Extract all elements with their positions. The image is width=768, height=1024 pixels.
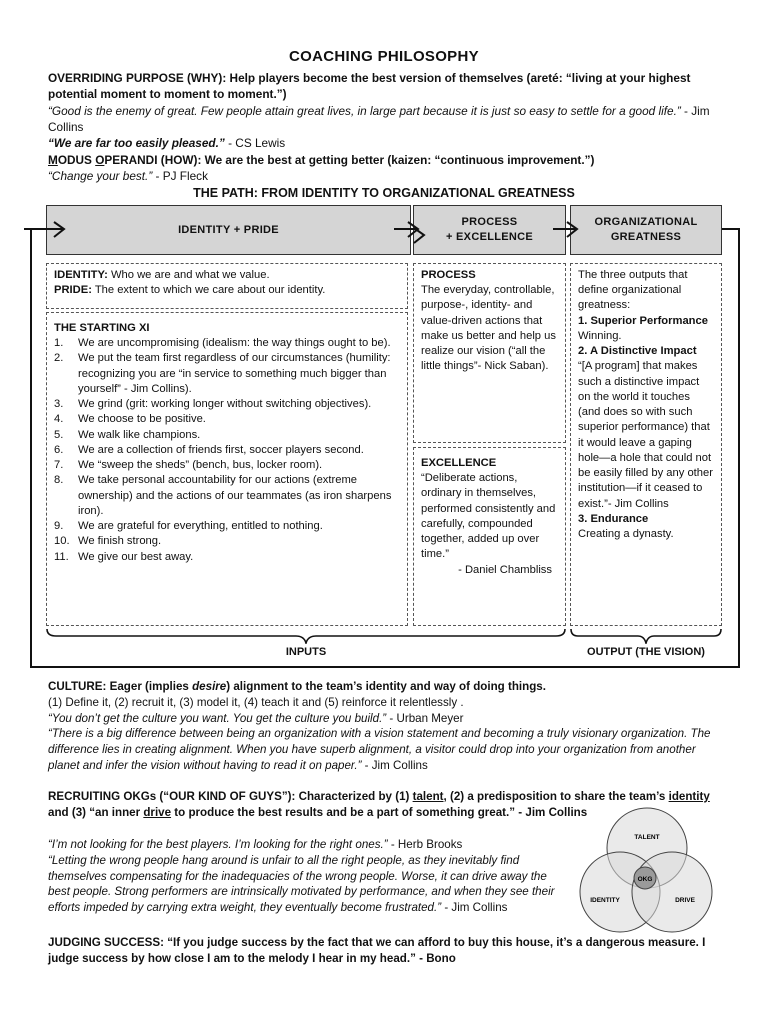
recruiting-text-b: , (2) a predisposition to share the team’s [443,790,669,803]
outputs-box [570,263,722,626]
starting-xi-item [54,519,400,534]
culture-steps: (1) Define it, (2) recruit it, (3) model it, (4) teach it and (5) reinforce it relentlessly . [48,695,464,709]
excellence-author: - Daniel Chambliss [458,563,552,576]
modus-label-o: O [95,153,105,167]
starting-xi-text: We are uncompromising (idealism: the way things ought to be). [78,337,391,350]
starting-xi-text: We give our best away. [78,550,194,563]
quote-text: “Change your best.” [48,169,153,184]
starting-xi-number: 7. [54,459,64,472]
output-label: OUTPUT (THE VISION) [587,646,705,658]
identity-label: IDENTITY: [54,269,108,281]
starting-xi-number: 2. [54,352,64,365]
modus-label-rest: PERANDI (HOW): [104,153,202,167]
frame-line-bottom [30,666,740,668]
judging-statement [48,935,720,967]
quote-author: - Jim Collins [48,103,710,134]
output-1-label: 1. Superior Performance [578,314,708,327]
starting-xi-number: 6. [54,443,64,456]
outputs-intro: The three outputs that define organizational greatness: [578,269,688,312]
starting-xi-text: We grind (grit: working longer without switching objectives). [78,398,372,411]
quote-author: - Herb Brooks [387,838,463,851]
inputs-brace [46,628,566,644]
venn-label-talent: TALENT [634,834,660,841]
starting-xi-item [54,351,400,397]
header-organizational-greatness [570,205,722,255]
starting-xi-number: 3. [54,398,64,411]
purpose-quote-1 [48,103,720,136]
recruiting-quote-1 [48,837,558,853]
header-process-excellence [413,205,566,255]
arrow-right-icon [24,220,68,240]
starting-xi-item [54,443,400,458]
starting-xi-number: 1. [54,337,64,350]
starting-xi-text: We are grateful for everything, entitled to nothing. [78,520,323,533]
okg-venn-diagram [575,806,715,936]
purpose-section [48,70,720,151]
purpose-label: OVERRIDING PURPOSE (WHY): [48,71,227,85]
starting-xi-box [46,312,408,626]
starting-xi-text: We “sweep the sheds” (bench, bus, locker room). [78,459,323,472]
recruiting-text-c: and (3) “an inner [48,805,144,819]
process-heading: PROCESS [421,269,476,281]
starting-xi-number: 9. [54,520,64,533]
header-identity-pride [46,205,411,255]
venn-label-drive: DRIVE [675,897,695,904]
purpose-statement [48,70,720,103]
identity-text: Who we are and what we value. [107,269,270,281]
process-text: The everyday, controllable, purpose-, identity- and value-driven actions that make us better and help us realize our vision (“all the little things”- Nick Saban). [421,284,556,373]
output-1-text: Winning. [578,329,622,342]
purpose-quote-2 [48,135,720,151]
starting-xi-text: We walk like champions. [78,428,201,441]
starting-xi-list [54,336,400,565]
starting-xi-item [54,534,400,549]
modus-label-odus: ODUS [57,153,96,167]
starting-xi-number: 5. [54,428,64,441]
starting-xi-item [54,458,400,473]
pride-label: PRIDE: [54,284,92,297]
recruiting-identity: identity [668,790,710,803]
judging-section [48,935,720,967]
frame-line-left [30,228,32,668]
culture-text-desire: desire [192,680,227,693]
starting-xi-heading: THE STARTING XI [54,322,150,334]
output-3-text: Creating a dynasty. [578,527,674,540]
venn-circle-drive [632,852,712,932]
excellence-box [413,447,566,626]
modus-quote [48,168,720,184]
starting-xi-text: We take personal accountability for our actions (extreme ownership) and the actions of our teammates (as iron sharpens iron). [78,474,392,517]
starting-xi-item [54,336,400,351]
culture-quote-1 [48,711,720,727]
recruiting-quote-2 [48,853,558,916]
pride-text: The extent to which we care about our identity. [91,284,326,297]
starting-xi-number: 10. [54,535,70,548]
starting-xi-item [54,428,400,443]
recruiting-drive: drive [143,805,172,819]
modus-statement [48,152,720,168]
recruiting-quotes [48,837,558,916]
pride-definition [54,283,400,298]
identity-definition [54,268,400,283]
judging-label: JUDGING SUCCESS: [48,936,164,949]
recruiting-text-d: to produce the best results and be a part of something great.” [171,805,516,819]
starting-xi-number: 4. [54,413,64,426]
quote-text: “There is a big difference between being an organization with a vision statement and becoming a truly visionary organization. The difference lies in creating alignment. When you have superb alignment, a visitor could drop into your organization from another planet and infer the vision without having to read it on paper.” [48,727,711,772]
starting-xi-item [54,397,400,412]
excellence-quote: “Deliberate actions, ordinary in themselves, performed consistently and carefully, compounded together, added up over time.” [421,472,556,561]
frame-line-top-right [722,228,740,230]
culture-label: CULTURE: [48,680,107,693]
process-box [413,263,566,443]
modus-label-m: M [48,153,58,167]
output-3-label: 3. Endurance [578,512,649,525]
starting-xi-text: We finish strong. [78,535,162,548]
venn-label-center: OKG [637,876,653,883]
quote-author: - Jim Collins [361,758,428,772]
header-label-line2: GREATNESS [610,231,682,243]
recruiting-label: RECRUITING OKGs (“OUR KIND OF GUYS”): [48,790,296,803]
inputs-label: INPUTS [285,646,327,658]
quote-author: - PJ Fleck [152,169,208,184]
identity-pride-box [46,263,408,309]
recruiting-author: - Jim Collins [515,805,588,819]
starting-xi-text: We are a collection of friends first, soccer players second. [78,443,364,456]
quote-text: “Letting the wrong people hang around is unfair to all the right people, as they inevitably find themselves compensating for the inadequacies of the wrong people. Worse, it can drive away the best people. Strong performers are intrinsically motivated by performance, and when they see their efforts impeded by carrying extra weight, they eventually become frustrated.” [48,853,555,915]
recruiting-talent: talent [412,790,444,803]
starting-xi-item [54,412,400,427]
frame-line-right [738,228,740,668]
quote-author: - CS Lewis [224,136,286,151]
quote-text: “Good is the enemy of great. Few people attain great lives, in large part because it is just so easy to settle for a good life.” [48,103,681,118]
culture-section [48,679,720,774]
header-label-line1: PROCESS [461,215,518,228]
culture-statement [48,679,720,695]
quote-author: - Jim Collins [441,901,508,915]
quote-text: “We are far too easily pleased.” [48,136,225,151]
recruiting-text-a: Characterized by (1) [295,790,413,803]
culture-text-a: Eager (implies [106,680,193,693]
output-brace [570,628,722,644]
header-label-line1: ORGANIZATIONAL [594,215,698,228]
modus-section [48,152,720,185]
culture-text-b: ) alignment to the team’s identity and way of doing things. [226,680,546,693]
output-2-label: 2. A Distinctive Impact [578,345,697,358]
header-label-line2: + EXCELLENCE [445,231,534,243]
header-label: IDENTITY + PRIDE [178,223,279,236]
starting-xi-text: We choose to be positive. [78,413,206,426]
starting-xi-item [54,550,400,565]
starting-xi-text: We put the team first regardless of our circumstances (humility: recognizing you are “in service to something much bigger than yourself” - Jim Collins). [78,352,391,395]
purpose-text: Help players become the best version of themselves (areté: “living at your highest potential moment to moment to moment.”) [48,71,691,102]
starting-xi-item [54,473,400,519]
arrow-right-icon [553,220,581,240]
output-2-text: “[A program] that makes such a distinctive impact on the world it touches (and does so with such superior performance) that it would leave a gaping hole—a hole that could not be easily filled by any other institution—if it ceased to exist.”- Jim Collins [578,360,713,510]
path-title: THE PATH: FROM IDENTITY TO ORGANIZATIONAL GREATNESS [193,186,575,200]
venn-label-identity: IDENTITY [590,897,620,904]
arrow-chevron-icon [410,226,432,246]
modus-text: We are the best at getting better (kaizen: “continuous improvement.”) [201,153,595,167]
quote-text: “I’m not looking for the best players. I’m looking for the right ones.” [48,838,388,851]
page-title: COACHING PHILOSOPHY [289,48,479,65]
excellence-heading: EXCELLENCE [421,457,497,469]
starting-xi-number: 8. [54,474,64,487]
starting-xi-number: 11. [54,550,69,563]
quote-author: - Urban Meyer [386,711,464,725]
quote-text: “You don’t get the culture you want. You get the culture you build.” [48,711,387,725]
culture-quote-2 [48,726,720,773]
judging-text: “If you judge success by the fact that we can afford to buy this house, it’s a dangerous measure. I judge success by how close I am to the melody I hear in my head.” - Bono [48,936,706,965]
